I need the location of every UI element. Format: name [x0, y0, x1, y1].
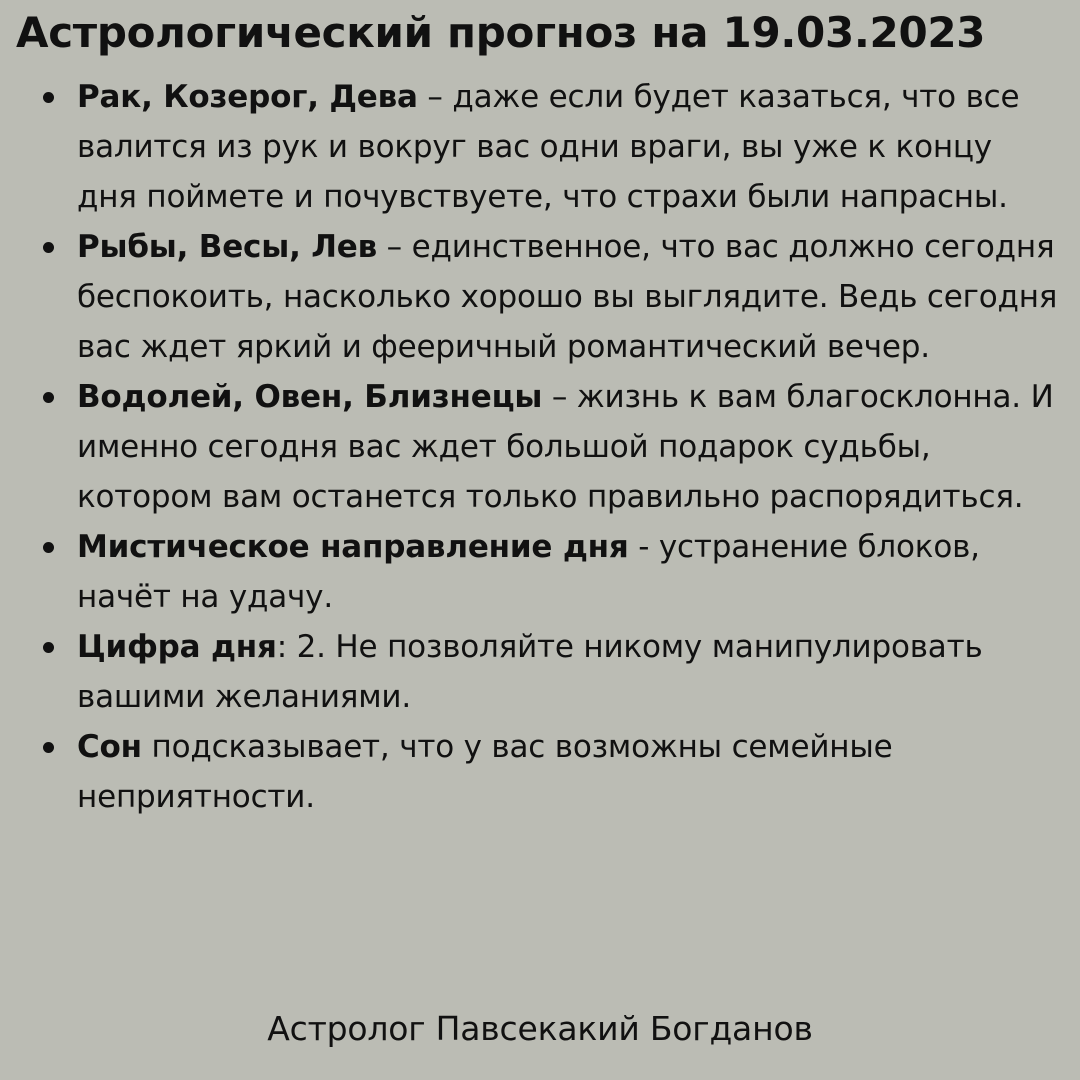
mystic-direction-label: Мистическое направление дня [77, 529, 629, 565]
bullet-icon [43, 392, 54, 403]
bullet-icon [43, 742, 54, 753]
forecast-signs: Водолей, Овен, Близнецы [77, 379, 543, 415]
forecast-item-cancer-capricorn-virgo [0, 72, 1080, 222]
forecast-text: – жизнь к вам благосклонна. И именно сегодня вас ждет большой подарок судьбы, котором вам останется только правильно распорядиться. [77, 379, 1054, 515]
forecast-list [0, 72, 1080, 822]
forecast-text: – единственное, что вас должно сегодня беспокоить, насколько хорошо вы выглядите. Ведь сегодня вас ждет яркий и фееричный романтический вечер. [77, 229, 1058, 365]
bullet-icon [43, 242, 54, 253]
bullet-icon [43, 642, 54, 653]
mystic-direction-text: - устранение блоков, начёт на удачу. [77, 529, 980, 615]
bullet-icon [43, 542, 54, 553]
page-title: Астрологический прогноз на 19.03.2023 [16, 8, 986, 57]
forecast-text: – даже если будет казаться, что все валится из рук и вокруг вас одни враги, вы уже к концу дня поймете и почувствуете, что страхи были напрасны. [77, 79, 1020, 215]
forecast-item-pisces-libra-leo [0, 222, 1080, 372]
day-number-label: Цифра дня [77, 629, 277, 665]
day-number-text: : 2. Не позволяйте никому манипулировать вашими желаниями. [77, 629, 983, 715]
forecast-signs: Рак, Козерог, Дева [77, 79, 418, 115]
bullet-icon [43, 92, 54, 103]
dream-label: Сон [77, 729, 142, 765]
dream-item [0, 722, 1080, 822]
forecast-item-aquarius-aries-gemini [0, 372, 1080, 522]
mystic-direction-item [0, 522, 1080, 622]
author-signature: Астролог Павсекакий Богданов [267, 1009, 813, 1048]
dream-text: подсказывает, что у вас возможны семейные неприятности. [77, 729, 893, 815]
day-number-item [0, 622, 1080, 722]
forecast-signs: Рыбы, Весы, Лев [77, 229, 378, 265]
